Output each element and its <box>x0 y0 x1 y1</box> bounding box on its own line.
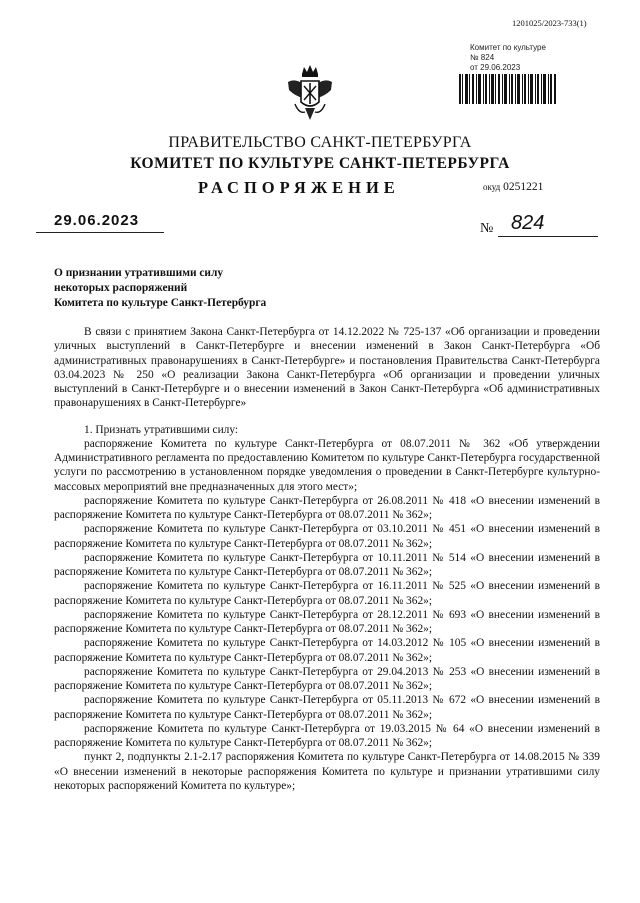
stamp-date: от 29.06.2023 <box>470 63 521 72</box>
document-number: 824 <box>511 212 545 234</box>
government-heading: ПРАВИТЕЛЬСТВО САНКТ-ПЕТЕРБУРГА <box>168 134 472 151</box>
list-item: пункт 2, подпункты 2.1-2.17 распоряжения Комитета по культуре Санкт-Петербурга от 14.08.2015 № 339 «О внесении изменений в некоторые распоряжения Комитета по культуре и признании утратившими силу некоторых распоряжений Комитета по культуре»; <box>54 751 600 792</box>
okud-value: 0251221 <box>503 181 544 193</box>
number-sign: № <box>480 221 494 236</box>
number-underline <box>498 236 598 237</box>
list-item: распоряжение Комитета по культуре Санкт-Петербурга от 26.08.2011 № 418 «О внесении изменений в распоряжение Комитета по культуре Санкт-Петербурга от 08.07.2011 № 362»; <box>54 494 600 521</box>
registration-number: 1201025/2023-733(1) <box>512 18 587 28</box>
coat-of-arms-emblem <box>285 64 335 124</box>
document-type: РАСПОРЯЖЕНИЕ <box>198 178 400 197</box>
stamp-committee: Комитет по культуре <box>470 43 546 52</box>
subject-line-1: О признании утратившими силу <box>54 267 224 279</box>
barcode <box>459 74 557 104</box>
document-body <box>54 325 600 793</box>
list-item: распоряжение Комитета по культуре Санкт-Петербурга от 14.03.2012 № 105 «О внесении изменений в распоряжение Комитета по культуре Санкт-Петербурга от 08.07.2011 № 362»; <box>54 637 600 664</box>
list-item: распоряжение Комитета по культуре Санкт-Петербурга от 08.07.2011 № 362 «Об утверждении Административного регламента по предоставлению Комитетом по культуре Санкт-Петербурга государственной услуги по рассмотрению в установленном порядке уведомления о проведении в Санкт-Петербурге культурно-массовых мероприятий вне предназначенных для этого мест»; <box>54 437 600 493</box>
incoming-stamp <box>470 43 546 73</box>
document-subject <box>54 266 266 311</box>
subject-line-2: некоторых распоряжений <box>54 282 188 294</box>
list-item: распоряжение Комитета по культуре Санкт-Петербурга от 05.11.2013 № 672 «О внесении изменений в распоряжение Комитета по культуре Санкт-Петербурга от 08.07.2011 № 362»; <box>54 694 600 721</box>
committee-heading: КОМИТЕТ ПО КУЛЬТУРЕ САНКТ-ПЕТЕРБУРГА <box>130 155 510 172</box>
stamp-number: № 824 <box>470 53 495 62</box>
list-item: распоряжение Комитета по культуре Санкт-Петербурга от 19.03.2015 № 64 «О внесении изменений в распоряжение Комитета по культуре Санкт-Петербурга от 08.07.2011 № 362»; <box>54 722 600 749</box>
okud-code <box>483 181 543 193</box>
subject-line-3: Комитета по культуре Санкт-Петербурга <box>54 297 267 309</box>
list-item: распоряжение Комитета по культуре Санкт-Петербурга от 28.12.2011 № 693 «О внесении изменений в распоряжение Комитета по культуре Санкт-Петербурга от 08.07.2011 № 362»; <box>54 608 600 635</box>
okud-label: окуд <box>483 182 501 192</box>
list-item: распоряжение Комитета по культуре Санкт-Петербурга от 29.04.2013 № 253 «О внесении изменений в распоряжение Комитета по культуре Санкт-Петербурга от 08.07.2011 № 362»; <box>54 665 600 692</box>
list-item: распоряжение Комитета по культуре Санкт-Петербурга от 03.10.2011 № 451 «О внесении изменений в распоряжение Комитета по культуре Санкт-Петербурга от 08.07.2011 № 362»; <box>54 523 600 550</box>
clause-1-heading: 1. Признать утратившими силу: <box>84 423 239 436</box>
list-item: распоряжение Комитета по культуре Санкт-Петербурга от 10.11.2011 № 514 «О внесении изменений в распоряжение Комитета по культуре Санкт-Петербурга от 08.07.2011 № 362»; <box>54 551 600 578</box>
list-item: распоряжение Комитета по культуре Санкт-Петербурга от 16.11.2011 № 525 «О внесении изменений в распоряжение Комитета по культуре Санкт-Петербурга от 08.07.2011 № 362»; <box>54 580 600 607</box>
date-underline <box>36 232 164 233</box>
document-date: 29.06.2023 <box>54 212 140 229</box>
preamble-paragraph: В связи с принятием Закона Санкт-Петербурга от 14.12.2022 № 725-137 «Об организации и проведении уличных выступлений в Санкт-Петербурге и внесении изменений в Закон Санкт-Петербурга «Об административных правонарушениях в Санкт-Петербурге» и постановления Правительства Санкт-Петербурга 03.04.2023 № 250 «О реализации Закона Санкт-Петербурга «Об организации и проведении уличных выступлений в Санкт-Петербурге и о внесении изменений в Закон Санкт-Петербурга «Об административных правонарушениях в Санкт-Петербурге» <box>54 326 600 410</box>
